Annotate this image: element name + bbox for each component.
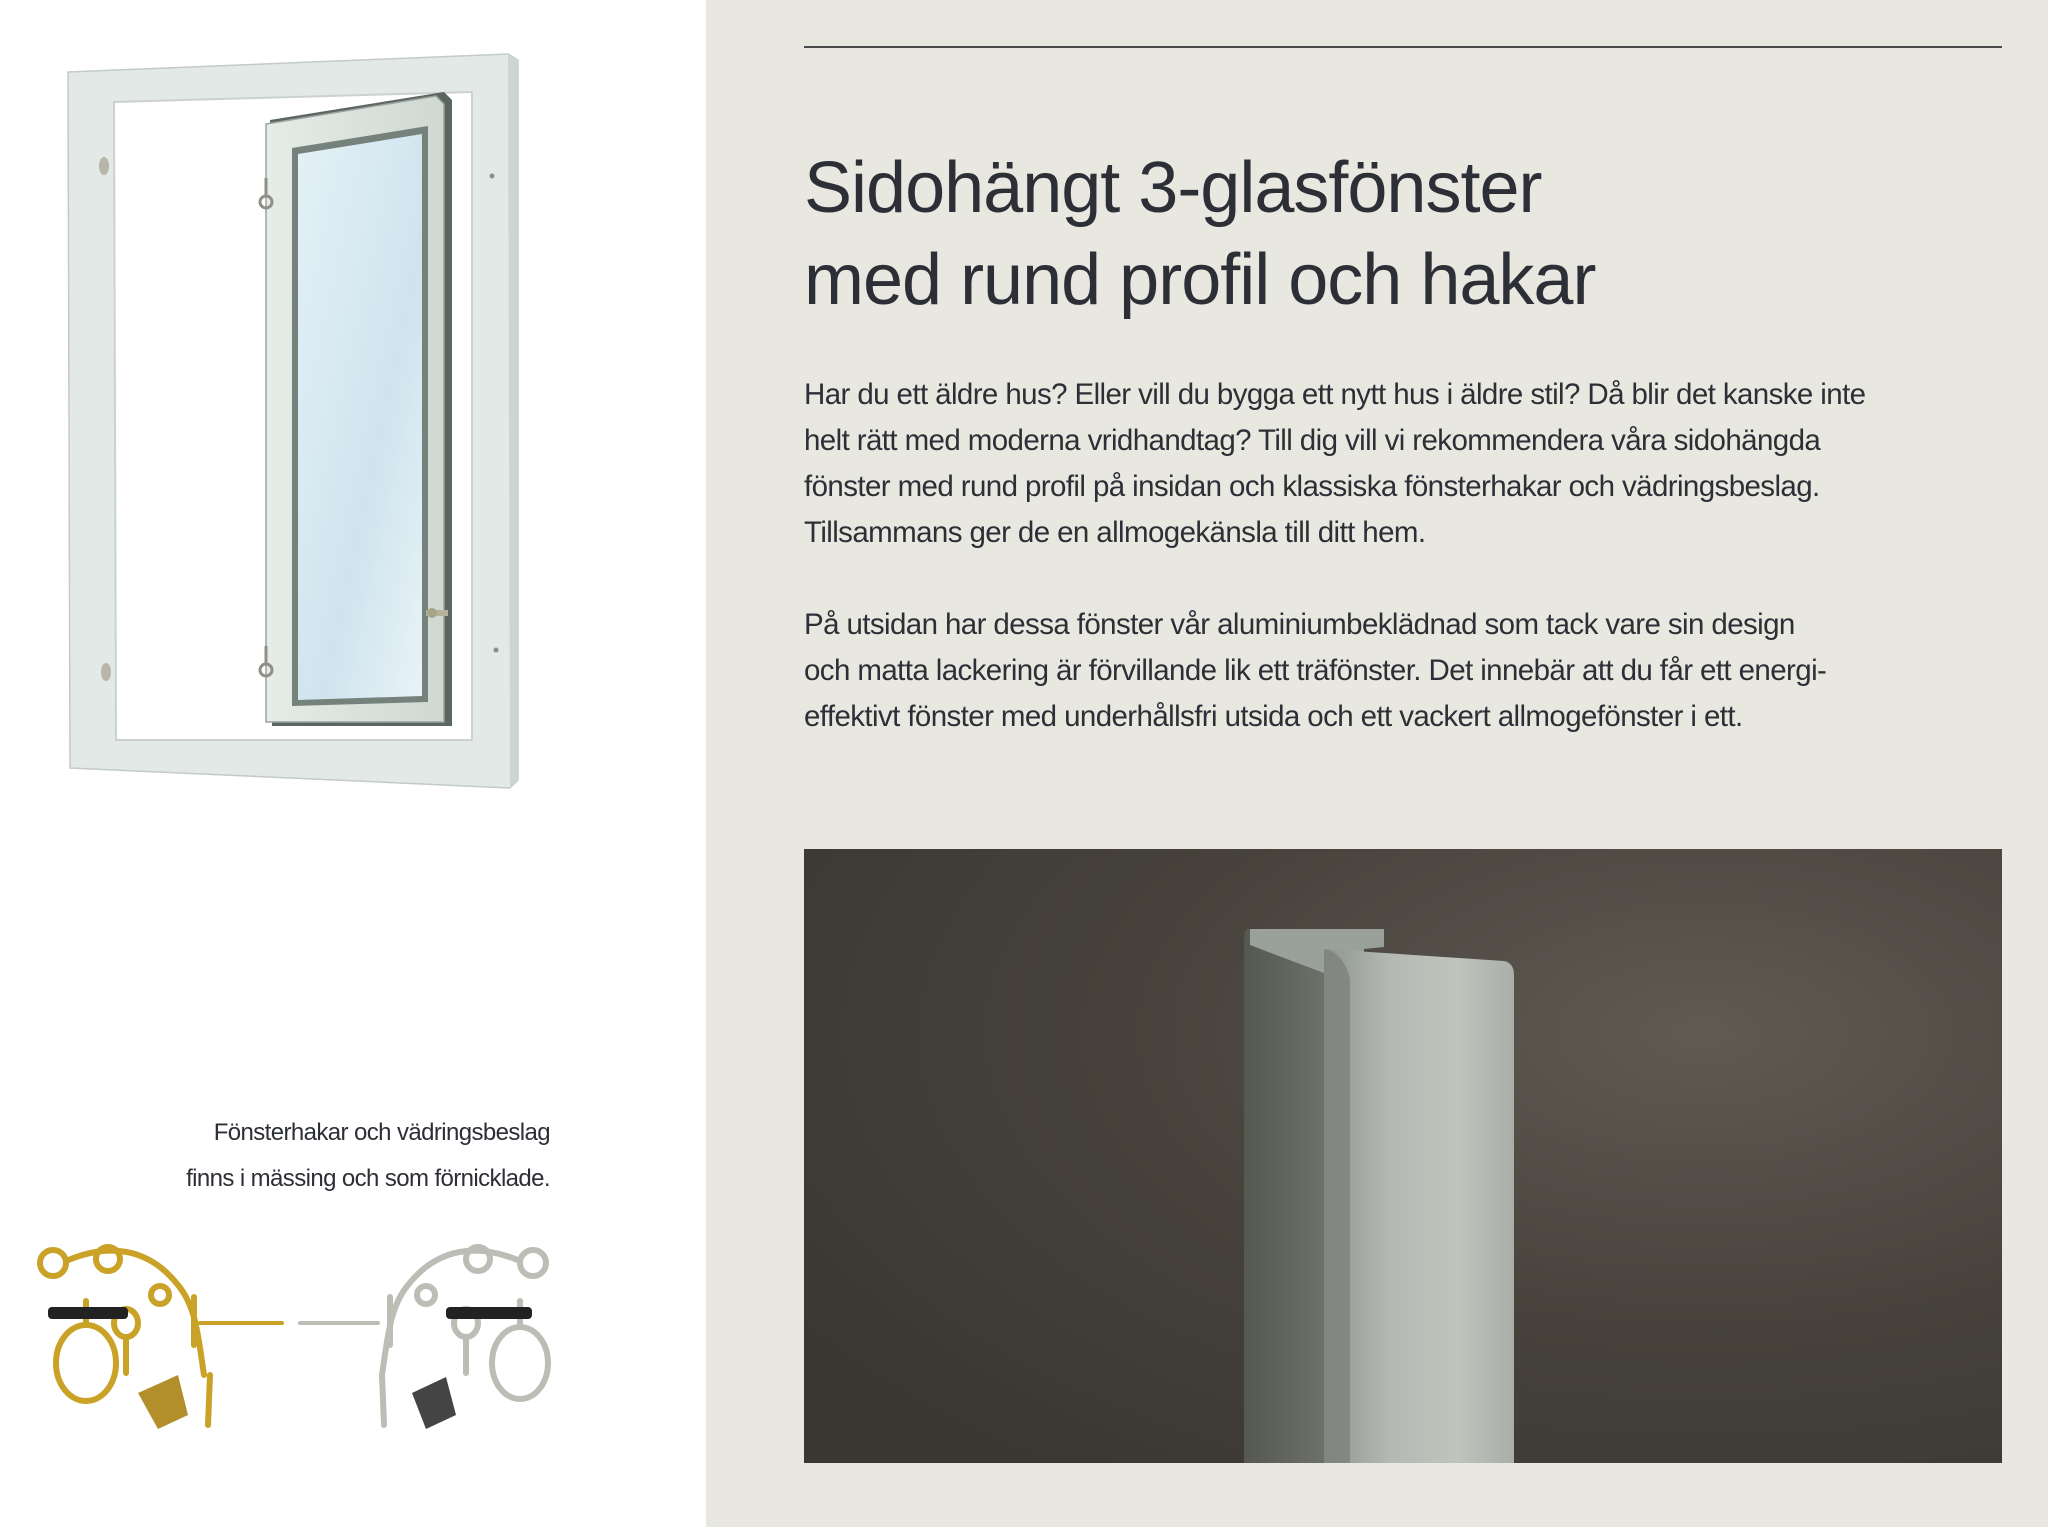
paragraph-line: Tillsammans ger de en allmogekänsla till ditt hem. [804, 516, 1426, 549]
side-hung-window-image [60, 40, 530, 800]
left-column [0, 0, 706, 1527]
title-line: med rund profil och hakar [804, 240, 1596, 320]
page-title [804, 142, 1954, 326]
intro-paragraph [804, 372, 2004, 556]
round-profile-image [804, 849, 2002, 1463]
hinge-icon [101, 663, 111, 681]
window-hooks-hardware-image [28, 1225, 558, 1455]
hinge-icon [99, 157, 109, 175]
paragraph-line: Har du ett äldre hus? Eller vill du bygga ett nytt hus i äldre stil? Då blir det kanske inte [804, 378, 1866, 411]
top-divider [804, 46, 2002, 48]
title-line: Sidohängt 3-glasfönster [804, 148, 1542, 228]
caption-line: Fönsterhakar och vädringsbeslag [213, 1119, 550, 1146]
exterior-paragraph [804, 602, 2004, 740]
paragraph-line: helt rätt med moderna vridhandtag? Till dig vill vi rekommendera våra sidohängda [804, 424, 1821, 457]
paragraph-line: effektivt fönster med underhållsfri utsida och ett vackert allmogefönster i ett. [804, 700, 1743, 733]
hardware-caption [0, 1110, 550, 1202]
paragraph-line: fönster med rund profil på insidan och klassiska fönsterhakar och vädringsbeslag. [804, 470, 1820, 503]
caption-line: finns i mässing och som förnicklade. [186, 1165, 550, 1192]
content-panel [706, 0, 2048, 1527]
paragraph-line: och matta lackering är förvillande lik ett träfönster. Det innebär att du får ett energi- [804, 654, 1827, 687]
paragraph-line: På utsidan har dessa fönster vår aluminiumbeklädnad som tack vare sin design [804, 608, 1795, 641]
